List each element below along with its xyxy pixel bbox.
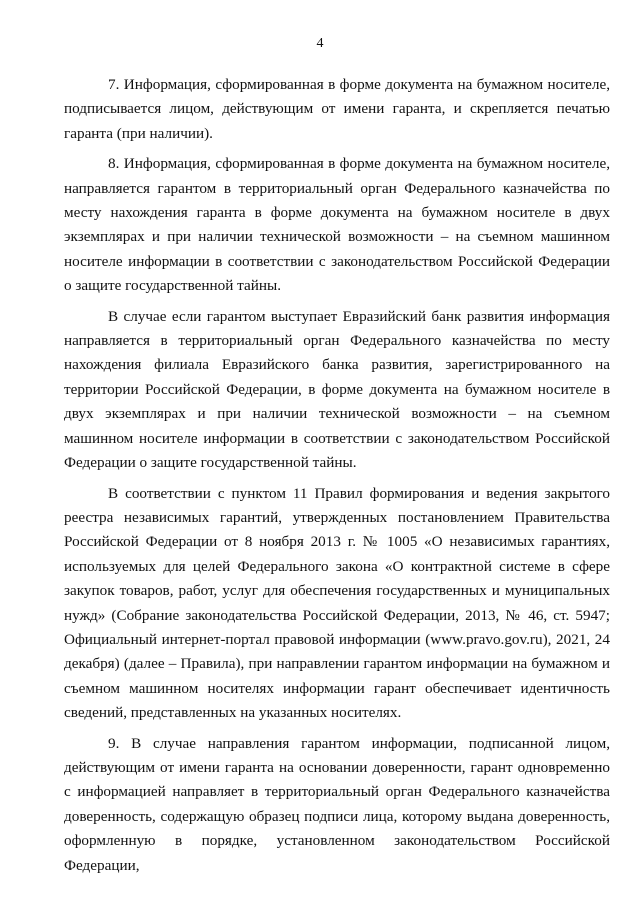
paragraph-eurasian-bank: В случае если гарантом выступает Евразийский банк развития информация направляется в территориальный орган Федерального казначейства по месту нахождения филиала Евразийского банка развития, зарегистрированного на территории Российской Федерации, в форме документа на бумажном носителе в двух экземплярах и при наличии технической возможности – на съемном машинном носителе информации в соответствии с законодательством Российской Федерации о защите государственной тайны. [64, 307, 610, 472]
page-number: 4 [316, 36, 324, 51]
document-body [64, 73, 610, 884]
paragraph-9: 9. В случае направления гарантом информации, подписанной лицом, действующим от имени гаранта на основании доверенности, гарант одновременно с информацией направляет в территориальный орган Федерального казначейства доверенность, содержащую образец подписи лица, которому выдана доверенность, оформленную в порядке, установленном законодательством Российской Федерации, [64, 734, 610, 874]
paragraph-rules-reference: В соответствии с пунктом 11 Правил формирования и ведения закрытого реестра независимых гарантий, утвержденных постановлением Правительства Российской Федерации от 8 ноября 2013 г. № 1005 «О независимых гарантиях, используемых для целей Федерального закона «О контрактной системе в сфере закупок товаров, работ, услуг для обеспечения государственных и муниципальных нужд» (Собрание законодательства Российской Федерации, 2013, № 46, ст. 5947; Официальный интернет-портал правовой информации (www.pravo.gov.ru), 2021, 24 декабря) (далее – Правила), при направлении гарантом информации на бумажном и съемном машинном носителях информации гарант обеспечивает идентичность сведений, представленных на указанных носителях. [64, 484, 610, 722]
paragraph-7: 7. Информация, сформированная в форме документа на бумажном носителе, подписывается лицом, действующим от имени гаранта, и скрепляется печатью гаранта (при наличии). [64, 76, 610, 142]
paragraph-8: 8. Информация, сформированная в форме документа на бумажном носителе, направляется гарантом в территориальный орган Федерального казначейства по месту нахождения гаранта в форме документа на бумажном носителе в двух экземплярах и при наличии технической возможности – на съемном машинном носителе информации в соответствии с законодательством Российской Федерации о защите государственной тайны. [64, 155, 610, 295]
